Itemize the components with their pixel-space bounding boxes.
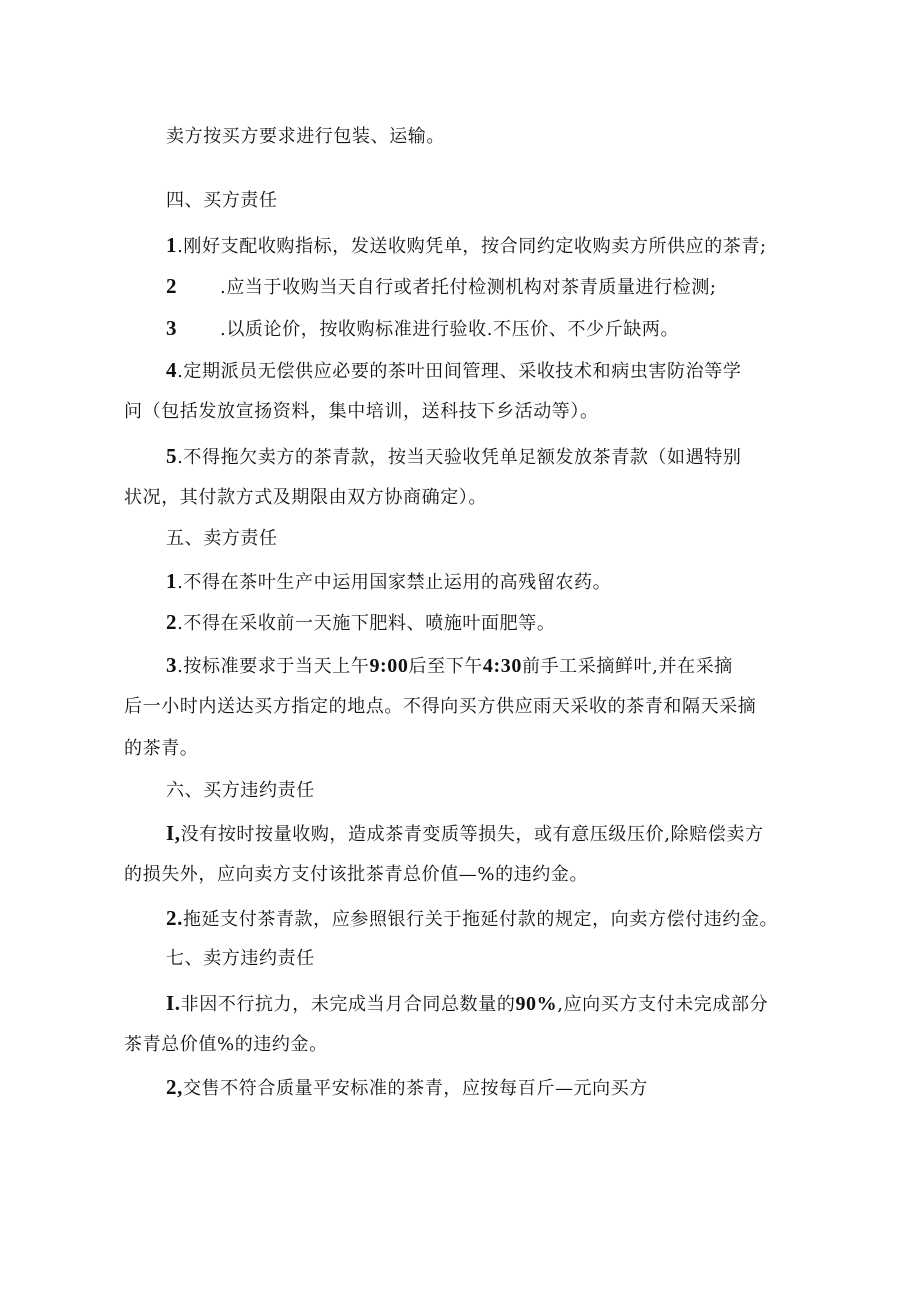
item-text: .以质论价，按收购标准进行验收.不压价、不少斤缺两。 (220, 319, 680, 340)
item-text: .不得在采收前一天施下肥料、喷施叶面肥等。 (177, 613, 556, 634)
s5-item-1 (166, 568, 611, 596)
section-4-heading: 四、买方责任 (166, 190, 278, 211)
item-text: .不得在茶叶生产中运用国家禁止运用的高残留农药。 (177, 572, 612, 593)
afternoon-time: 4:30 (482, 655, 522, 677)
item-number: 2, (166, 1075, 183, 1099)
item-text: .按标准要求于当天上午 (177, 656, 370, 677)
s6-item-1-line-2: 的损失外，应向卖方支付该批茶青总价值—%的违约金。 (124, 864, 589, 885)
item-text: .不得拖欠卖方的茶青款，按当天验收凭单足额发放茶青款（如遇特别 (177, 447, 742, 468)
item-number: I. (166, 991, 181, 1015)
item-number: 2 (166, 274, 178, 298)
s5-item-3-line-2: 后一小时内送达买方指定的地点。不得向买方供应雨天采收的茶青和隔天采摘 (124, 696, 757, 717)
s6-item-1-line-1 (166, 820, 764, 848)
item-text: 没有按时按量收购，造成茶青变质等损失，或有意压级压价,除赔偿卖方 (180, 824, 764, 845)
item-text: 前手工采摘鲜叶,并在采摘 (521, 656, 733, 677)
item-text: 交售不符合质量平安标准的茶青，应按每百斤—元向买方 (182, 1078, 648, 1099)
s4-item-3 (166, 315, 679, 343)
s4-item-2 (166, 273, 717, 301)
item-number: 1 (166, 569, 178, 593)
item-number: 5 (166, 444, 178, 468)
s7-item-1-line-1 (166, 990, 768, 1018)
s5-item-2 (166, 609, 555, 637)
item-number: 2 (166, 610, 178, 634)
item-number: 3 (166, 316, 178, 340)
s6-item-2 (166, 905, 778, 933)
item-text: .刚好支配收购指标，发送收购凭单，按合同约定收购卖方所供应的茶青; (177, 236, 767, 257)
s4-item-4-line-2: 问（包括发放宣扬资料，集中培训，送科技下乡活动等）。 (124, 401, 599, 422)
item-number: 4 (166, 358, 178, 382)
s5-item-3-line-1 (166, 652, 733, 680)
item-text: 后至下午 (408, 656, 483, 677)
item-text: .应当于收购当天自行或者托付检测机构对茶青质量进行检测; (220, 277, 717, 298)
percentage-value: 90% (515, 993, 558, 1015)
s7-item-2 (166, 1074, 648, 1102)
item-number: 2. (166, 906, 183, 930)
s4-item-5-line-2: 状况，其付款方式及期限由双方协商确定）。 (124, 487, 487, 508)
section-7-heading: 七、卖方违约责任 (166, 948, 315, 969)
s5-item-3-line-3: 的茶青。 (124, 738, 199, 759)
item-text: ,应向买方支付未完成部分 (557, 994, 769, 1015)
intro-paragraph: 卖方按买方要求进行包装、运输。 (166, 126, 445, 147)
section-5-heading: 五、卖方责任 (166, 528, 278, 549)
s7-item-1-line-2: 茶青总价值%的违约金。 (124, 1034, 328, 1055)
s4-item-4-line-1 (166, 357, 741, 385)
item-text: 拖延支付茶青款，应参照银行关于拖延付款的规定，向卖方偿付违约金。 (182, 909, 779, 930)
item-text: 非因不行抗力，未完成当月合同总数量的 (180, 994, 516, 1015)
s4-item-5-line-1 (166, 443, 741, 471)
item-text: .定期派员无偿供应必要的茶叶田间管理、采收技术和病虫害防治等学 (177, 361, 742, 382)
s4-item-1 (166, 232, 767, 260)
item-number: I, (166, 821, 181, 845)
item-number: 1 (166, 233, 178, 257)
section-6-heading: 六、买方违约责任 (166, 780, 315, 801)
item-number: 3 (166, 653, 178, 677)
morning-time: 9:00 (369, 655, 409, 677)
